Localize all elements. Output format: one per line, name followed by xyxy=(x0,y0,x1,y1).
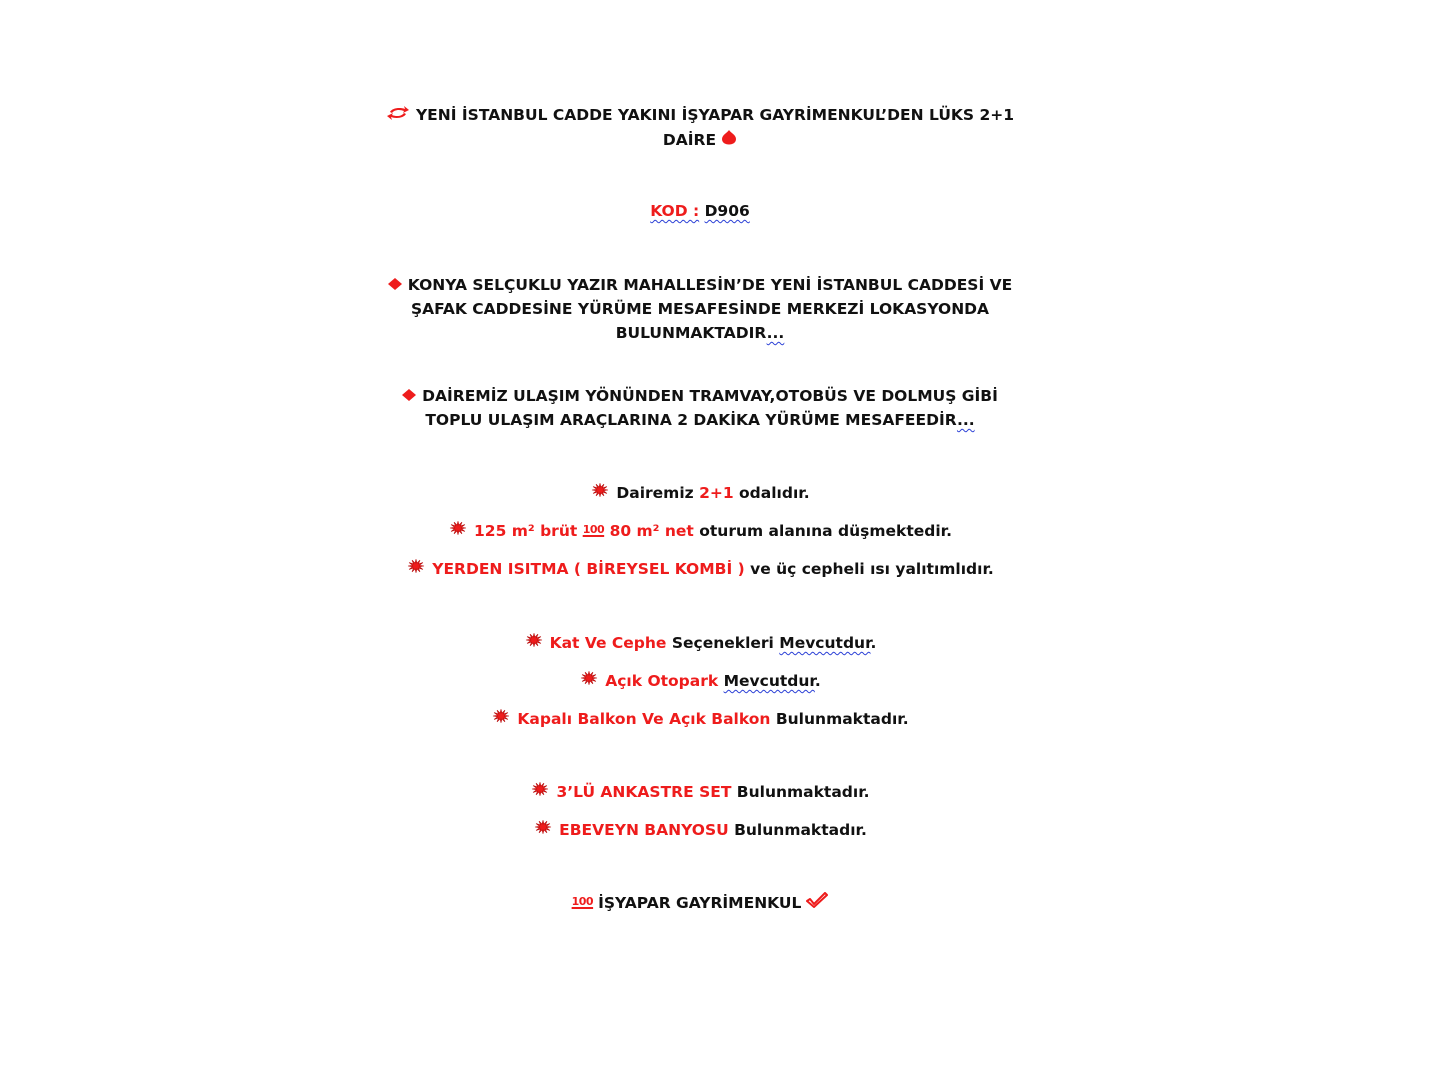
hundred-points-icon: 100 xyxy=(582,522,605,536)
title-line-1 xyxy=(0,103,1400,128)
kitchen-post: Bulunmaktadır. xyxy=(731,783,870,801)
red-burst-icon xyxy=(579,669,599,693)
floor-squig: Mevcutdur xyxy=(779,634,871,652)
heating-highlight: YERDEN ISITMA ( BİREYSEL KOMBİ ) xyxy=(432,560,745,578)
title-text-line-2: DAİRE xyxy=(662,131,717,149)
red-burst-icon xyxy=(533,818,553,842)
location-line-1 xyxy=(0,273,1400,298)
check-mark-icon xyxy=(806,891,828,915)
location-line-2 xyxy=(0,297,1400,321)
location-text-1: KONYA SELÇUKLU YAZIR MAHALLESİN’DE YENİ İSTANBUL CADDESİ VE xyxy=(407,276,1013,294)
bathroom-highlight: EBEVEYN BANYOSU xyxy=(559,821,729,839)
parking-highlight: Açık Otopark xyxy=(605,672,719,690)
red-diamond-icon xyxy=(388,273,402,297)
red-burst-icon xyxy=(406,557,426,581)
heating-post: ve üç cepheli ısı yalıtımlıdır. xyxy=(744,560,994,578)
rooms-highlight: 2+1 xyxy=(699,484,734,502)
red-burst-icon xyxy=(491,707,511,731)
listing-code xyxy=(0,199,1400,223)
transport-line-1 xyxy=(0,384,1400,409)
red-burst-icon xyxy=(590,481,610,505)
feature-bathroom xyxy=(0,818,1400,843)
code-value: D906 xyxy=(704,202,750,220)
location-ellipsis: ... xyxy=(766,324,785,342)
balcony-post: Bulunmaktadır. xyxy=(770,710,909,728)
balcony-highlight: Kapalı Balkon Ve Açık Balkon xyxy=(517,710,771,728)
area-net: 80 m² net xyxy=(609,522,694,540)
code-label: KOD : xyxy=(650,202,700,220)
red-diamond-icon xyxy=(402,384,416,408)
location-text-3: BULUNMAKTADIR xyxy=(615,324,767,342)
parking-squig: Mevcutdur xyxy=(723,672,815,690)
area-post: oturum alanına düşmektedir. xyxy=(693,522,952,540)
hundred-points-icon: 100 xyxy=(571,894,594,908)
rooms-post: odalıdır. xyxy=(733,484,810,502)
footer-signature xyxy=(0,891,1400,916)
transport-text-2: TOPLU ULAŞIM ARAÇLARINA 2 DAKİKA YÜRÜME MESAFEEDİR xyxy=(425,411,957,429)
feature-balcony xyxy=(0,707,1400,732)
transport-text-1: DAİREMİZ ULAŞIM YÖNÜNDEN TRAMVAY,OTOBÜS VE DOLMUŞ GİBİ xyxy=(422,387,998,405)
rooms-pre: Dairemiz xyxy=(616,484,700,502)
feature-parking xyxy=(0,669,1400,694)
red-burst-icon xyxy=(448,519,468,543)
floor-highlight: Kat Ve Cephe xyxy=(549,634,667,652)
floor-mid: Seçenekleri xyxy=(666,634,780,652)
arrows-swap-icon xyxy=(386,103,410,127)
feature-kitchen xyxy=(0,780,1400,805)
feature-rooms xyxy=(0,481,1400,506)
red-burst-icon xyxy=(530,780,550,804)
kitchen-highlight: 3’LÜ ANKASTRE SET xyxy=(556,783,732,801)
red-burst-icon xyxy=(524,631,544,655)
title-text-line-1: YENİ İSTANBUL CADDE YAKINI İŞYAPAR GAYRİMENKUL’DEN LÜKS 2+1 xyxy=(415,106,1015,124)
location-text-2: ŞAFAK CADDESİNE YÜRÜME MESAFESİNDE MERKEZİ LOKASYONDA xyxy=(410,300,990,318)
location-line-3 xyxy=(0,321,1400,345)
area-gross: 125 m² brüt xyxy=(474,522,578,540)
feature-area xyxy=(0,519,1400,544)
red-drop-icon xyxy=(721,128,737,152)
parking-end: . xyxy=(814,672,821,690)
feature-floor xyxy=(0,631,1400,656)
title-line-2 xyxy=(0,128,1400,153)
transport-line-2 xyxy=(0,408,1400,432)
floor-end: . xyxy=(870,634,877,652)
footer-name: İŞYAPAR GAYRİMENKUL xyxy=(598,894,802,912)
bathroom-post: Bulunmaktadır. xyxy=(728,821,867,839)
transport-ellipsis: ... xyxy=(956,411,975,429)
feature-heating xyxy=(0,557,1400,582)
